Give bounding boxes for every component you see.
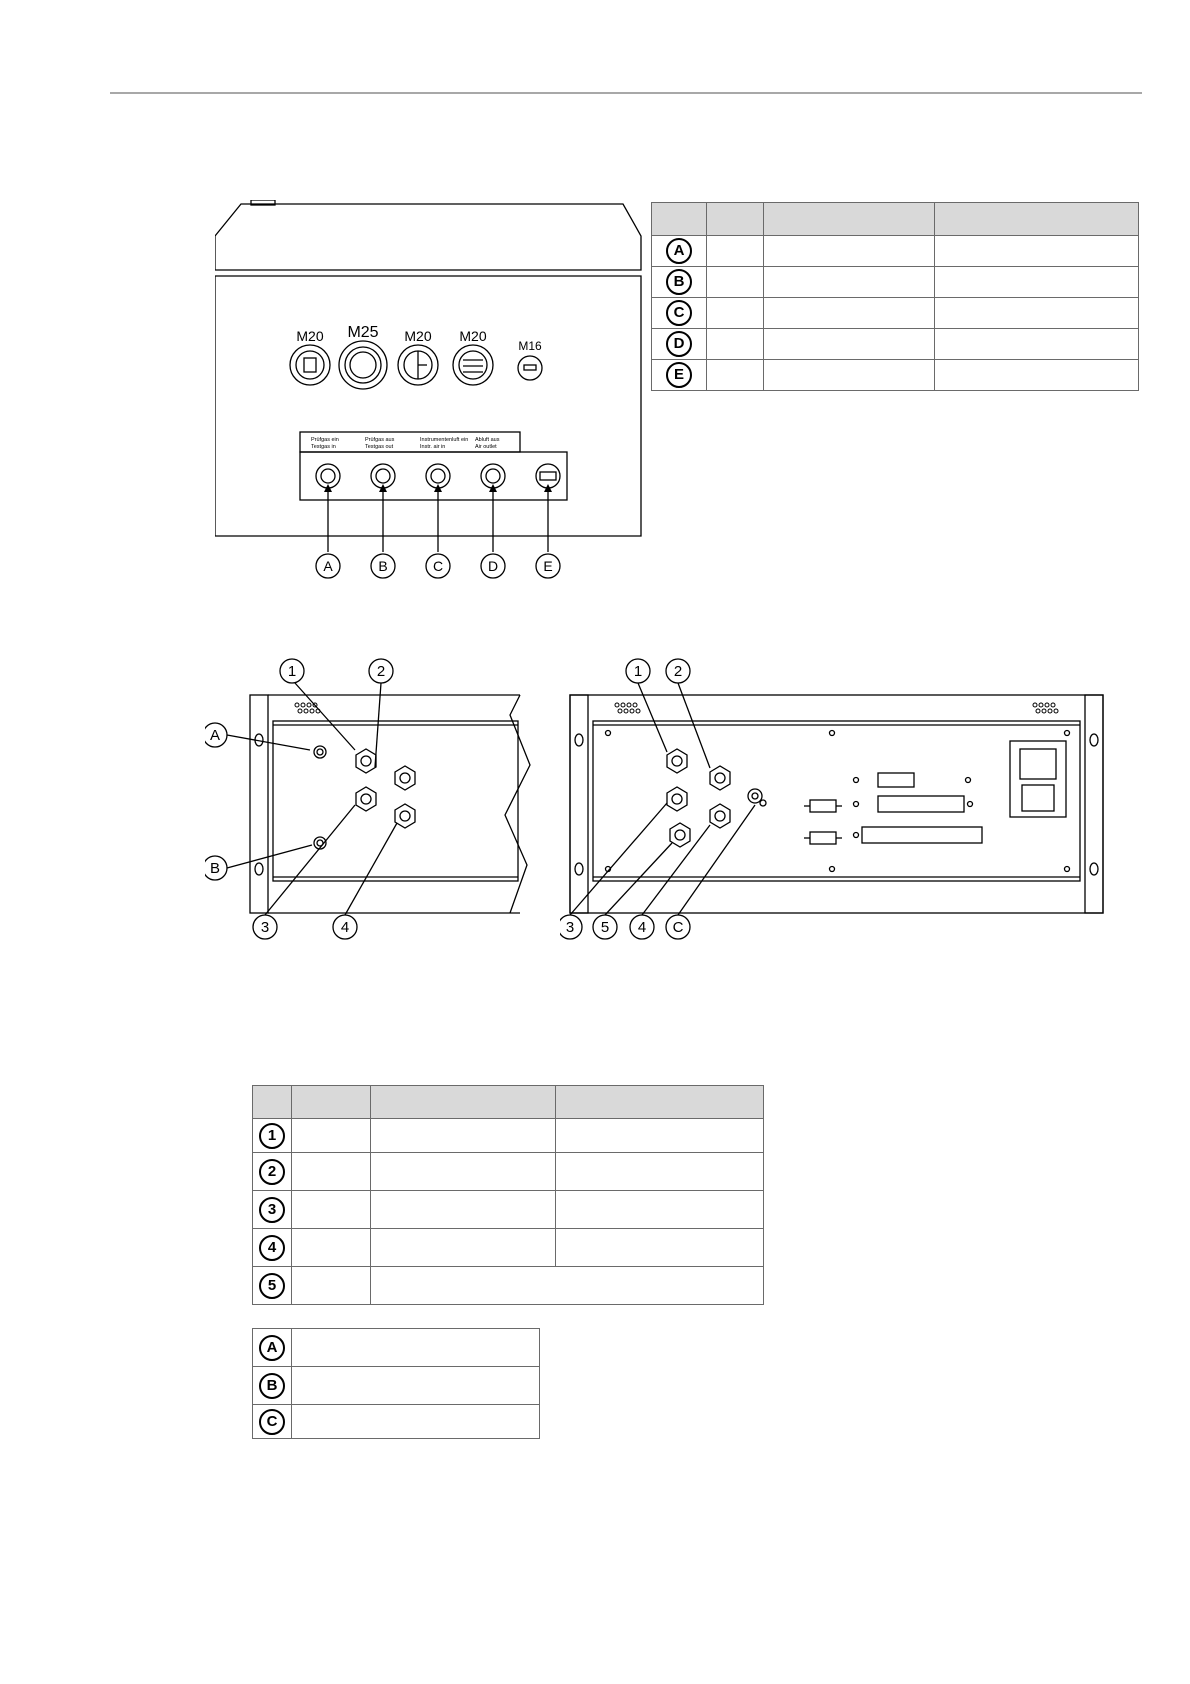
iec-power-inlet-icon	[1010, 741, 1066, 817]
rack-left-callout-1: 1	[287, 663, 297, 680]
plate-label-3a: Instrumentenluft ein	[420, 437, 469, 443]
callout-circle-icon: 5	[259, 1273, 285, 1299]
table-row	[253, 1191, 764, 1229]
enclosure-body	[215, 276, 641, 536]
rack-right-callout-4: 4	[637, 919, 647, 936]
gas-fitting-icon-3	[356, 787, 376, 811]
plate-label-1b: Testgas in	[311, 444, 336, 450]
table-header-row	[652, 203, 1139, 236]
cable-gland-icon-4	[453, 345, 493, 385]
plate-label-1a: Prüfgas ein	[311, 437, 339, 443]
callout-circle-icon: D	[666, 331, 692, 357]
top-legend-table	[651, 202, 1139, 391]
fuse-holder-icon	[804, 800, 842, 812]
bottom-legend-table	[252, 1085, 764, 1305]
cable-gland-icon-3	[398, 345, 438, 385]
callout-circle-icon: B	[259, 1373, 285, 1399]
rack-panel-right-drawing	[560, 655, 1115, 960]
cable-gland-icon-2	[339, 341, 387, 389]
gas-fitting-icon	[314, 746, 326, 758]
rack-right-callout-2: 2	[673, 663, 683, 680]
table-row	[253, 1367, 540, 1405]
fuse-holder-icon	[804, 832, 842, 844]
rack-right-callout-5: 5	[600, 919, 610, 936]
callout-circle-icon: B	[666, 269, 692, 295]
vent-holes	[615, 703, 1058, 713]
table-row	[253, 1405, 540, 1439]
table-header-row	[253, 1086, 764, 1119]
table-row	[253, 1329, 540, 1367]
table-row	[652, 360, 1139, 391]
gland-size-1: M20	[296, 328, 324, 344]
gas-fitting-icon-5	[670, 823, 690, 847]
gas-fitting-icon-C	[748, 789, 766, 806]
table-row	[652, 329, 1139, 360]
plate-label-4a: Abluft aus	[475, 437, 500, 443]
letter-legend-table	[252, 1328, 540, 1439]
gas-fitting-icon-2	[395, 766, 415, 790]
rack-left-callout-3: 3	[260, 919, 270, 936]
gas-fitting-icon-2	[710, 766, 730, 790]
callout-circle-icon: C	[259, 1409, 285, 1435]
table-row	[253, 1153, 764, 1191]
callout-circle-icon: 4	[259, 1235, 285, 1261]
enclosure-drawing	[215, 200, 645, 585]
plate-label-4b: Air outlet	[475, 444, 497, 450]
gland-size-3: M20	[404, 328, 432, 344]
rack-left-callout-2: 2	[376, 663, 386, 680]
callout-A: A	[323, 558, 333, 574]
header-rule	[110, 92, 1142, 94]
plate-label-2b: Testgas out	[365, 444, 394, 450]
rack-left-callout-B: B	[209, 860, 221, 877]
gland-size-2: M25	[347, 324, 379, 341]
callout-circle-icon: E	[666, 362, 692, 388]
gland-size-4: M20	[459, 328, 487, 344]
rack-right-callout-3: 3	[565, 919, 575, 936]
gas-fitting-icon-4	[395, 804, 415, 828]
callout-E: E	[543, 558, 553, 574]
terminal-block-icon	[862, 773, 982, 843]
callout-circle-icon: A	[259, 1335, 285, 1361]
callout-circle-icon: 3	[259, 1197, 285, 1223]
callout-circle-icon: C	[666, 300, 692, 326]
table-row	[253, 1119, 764, 1153]
gas-fitting-icon-4	[710, 804, 730, 828]
gas-fitting-icon-3	[667, 787, 687, 811]
rack-left-callout-A: A	[209, 727, 221, 744]
callout-circle-icon: A	[666, 238, 692, 264]
table-row	[652, 298, 1139, 329]
table-row	[652, 236, 1139, 267]
rack-right-callout-C: C	[672, 919, 684, 936]
vent-holes	[295, 703, 320, 713]
table-row	[253, 1267, 764, 1305]
callout-B: B	[378, 558, 388, 574]
gas-fitting-icon-1	[356, 749, 376, 773]
cable-gland-icon-1	[290, 345, 330, 385]
callout-circle-icon: 1	[259, 1123, 285, 1149]
cable-gland-icon-5	[518, 356, 542, 380]
rack-left-callout-4: 4	[340, 919, 350, 936]
table-row	[652, 267, 1139, 298]
callout-circle-icon: 2	[259, 1159, 285, 1185]
plate-label-3b: Instr. air in	[420, 444, 446, 450]
plate-label-2a: Prüfgas aus	[365, 437, 395, 443]
gland-size-5: M16	[518, 339, 542, 353]
callout-C: C	[432, 558, 444, 574]
enclosure-lid	[215, 204, 641, 270]
rack-right-callout-1: 1	[633, 663, 643, 680]
rack-panel-left-drawing	[205, 655, 545, 960]
gas-fitting-icon-1	[667, 749, 687, 773]
callout-D: D	[487, 558, 499, 574]
table-row	[253, 1229, 764, 1267]
